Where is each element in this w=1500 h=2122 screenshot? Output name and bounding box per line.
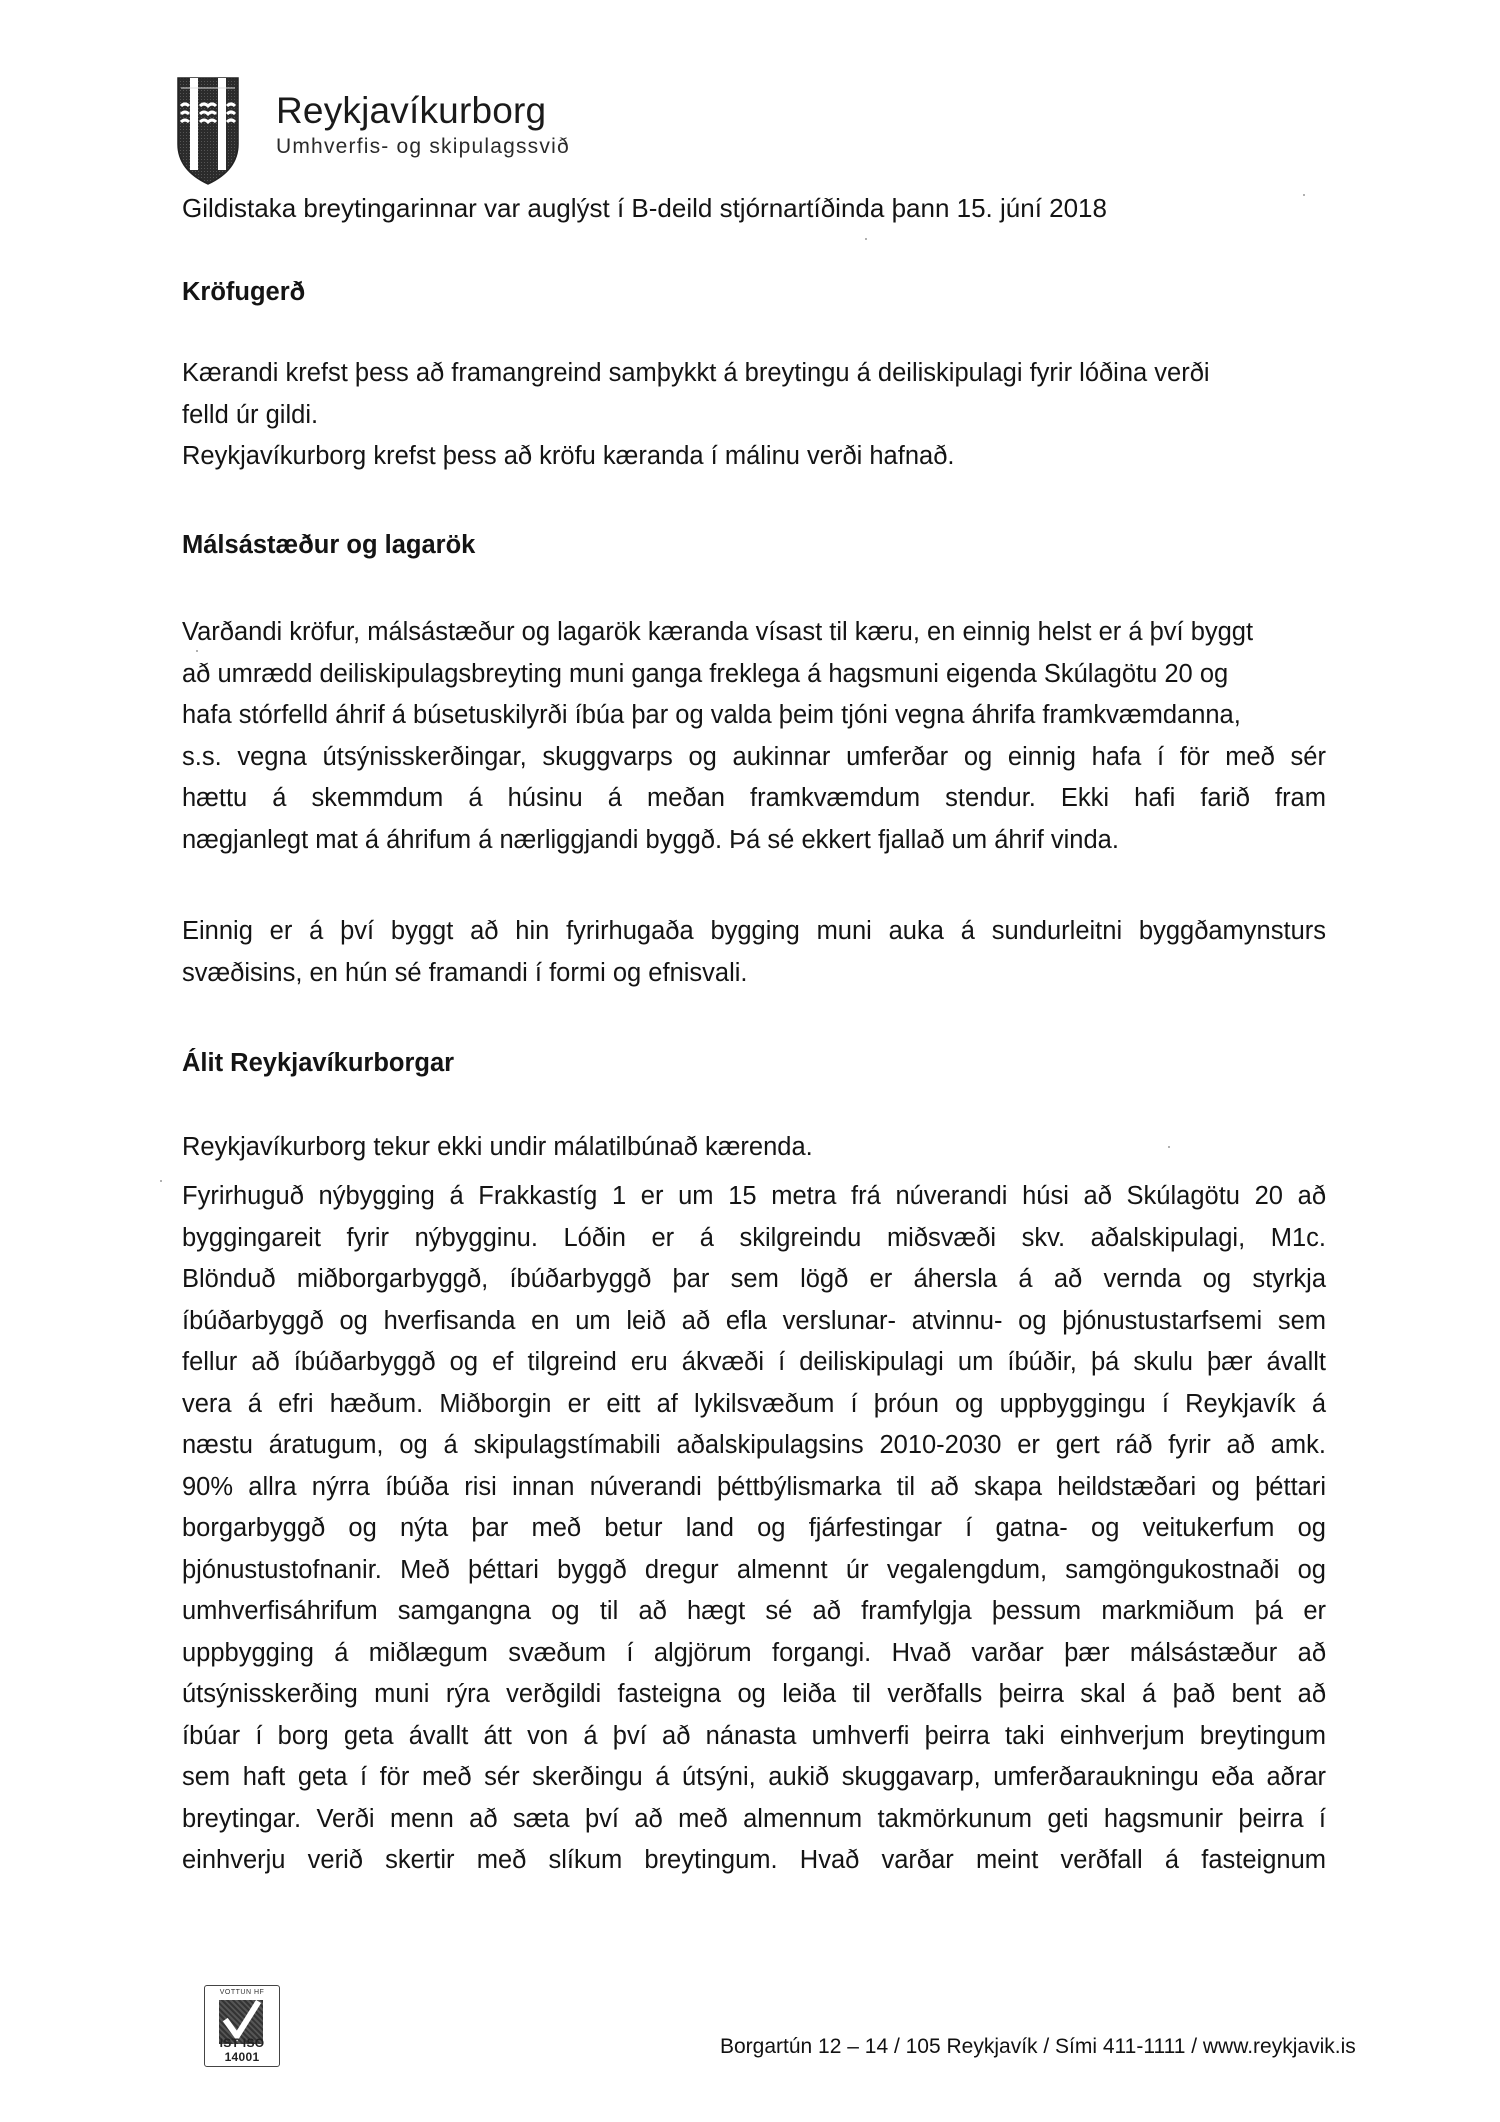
paragraph-line: Kærandi krefst þess að framangreind samþykkt á breytingu á deiliskipulagi fyrir lóðina verði (182, 359, 1210, 387)
footer-address: Borgartún 12 – 14 / 105 Reykjavík / Sími 411-1111 / www.reykjavik.is (720, 2035, 1356, 2058)
paragraph-line: Einnig er á því byggt að hin fyrirhugaða bygging muni auka á sundurleitni byggðamynsturs (182, 917, 1326, 945)
intro-line (182, 188, 1326, 230)
scan-speck (865, 238, 867, 240)
letterhead (276, 90, 570, 160)
iso-14001-certification-badge (204, 1985, 280, 2067)
paragraph-line: næstu áratugum, og á skipulagstímabili aðalskipulagsins 2010-2030 er gert ráð fyrir að amk. (182, 1431, 1326, 1459)
paragraph-line: Blönduð miðborgarbyggð, íbúðarbyggð þar sem lögð er áhersla á að vernda og styrkja (182, 1265, 1326, 1293)
paragraph-line: svæðisins, en hún sé framandi í formi og efnisvali. (182, 958, 748, 987)
section-heading-krofugerd (182, 272, 1326, 314)
paragraph-line: einhverju verið skertir með slíkum breytingum. Hvað varðar meint verðfall á fasteignum (182, 1846, 1326, 1874)
reykjavik-coat-of-arms-icon (176, 74, 240, 186)
paragraph-line: Reykjavíkurborg krefst þess að kröfu kæranda í málinu verði hafnað. (182, 442, 955, 470)
paragraph-line: 90% allra nýrra íbúða risi innan núverandi þéttbýlismarka til að skapa heildstæðari og þéttari (182, 1472, 1326, 1501)
paragraph-line: Fyrirhuguð nýbygging á Frakkastíg 1 er um 15 metra frá núverandi húsi að Skúlagötu 20 að (182, 1182, 1326, 1210)
section-alit-paragraph-2 (182, 1176, 1326, 1882)
department-name: Umhverfis- og skipulagssvið (276, 135, 570, 158)
paragraph-line: Varðandi kröfur, málsástæður og lagarök kæranda vísast til kæru, en einnig helst er á því byggt (182, 618, 1254, 646)
paragraph-line: uppbygging á miðlægum svæðum í algjörum forgangi. Hvað varðar þær málsástæður að (182, 1638, 1326, 1667)
paragraph-line: fellur að íbúðarbyggð og ef tilgreind eru ákvæði í deiliskipulagi um íbúðir, þá skulu þær ávallt (182, 1348, 1326, 1376)
paragraph-line: að umrædd deiliskipulagsbreyting muni ganga freklega á hagsmuni eigenda Skúlagötu 20 og (182, 659, 1229, 688)
paragraph-line: hafa stórfelld áhrif á búsetuskilyrði íbúa þar og valda þeim tjóni vegna áhrifa framkvæmdanna, (182, 701, 1241, 729)
organization-name: Reykjavíkurborg (276, 90, 547, 131)
paragraph-line: íbúar í borg geta ávallt átt von á því að nánasta umhverfi þeirra taki einhverjum breytingum (182, 1721, 1326, 1750)
paragraph-line: s.s. vegna útsýnisskerðingar, skuggvarps og aukinnar umferðar og einnig hafa í för með sér (182, 742, 1326, 771)
paragraph-line: útsýnisskerðing muni rýra verðgildi fasteigna og leiða til verðfalls þeirra skal á það bent að (182, 1680, 1326, 1708)
section-heading-alit (182, 1043, 1326, 1085)
section-heading-malsastaedur (182, 525, 1326, 567)
paragraph-line: íbúðarbyggð og hverfisanda en um leið að efla verslunar- atvinnu- og þjónustustarfsemi sem (182, 1306, 1326, 1335)
paragraph-line: hættu á skemmdum á húsinu á meðan framkvæmdum stendur. Ekki hafi farið fram (182, 784, 1326, 812)
paragraph-line: umhverfisáhrifum samgangna og til að hægt sé að framfylgja þessum markmiðum þá er (182, 1597, 1326, 1625)
paragraph-line: breytingar. Verði menn að sæta því að með almennum takmörkunum geti hagsmunir þeirra í (182, 1804, 1326, 1833)
paragraph-line: þjónustustofnanir. Með þéttari byggð dregur almennt úr vegalengdum, samgöngukostnaði og (182, 1555, 1326, 1584)
intro-text: Gildistaka breytingarinnar var auglýst í B-deild stjórnartíðinda þann 15. júní 2018 (182, 193, 1107, 223)
paragraph-line: Reykjavíkurborg tekur ekki undir málatilbúnað kærenda. (182, 1133, 813, 1161)
scan-speck (1303, 194, 1305, 196)
section-malsastaedur-paragraph-2 (182, 911, 1326, 994)
certification-label: IST ISO 14001 (219, 2036, 265, 2064)
section-malsastaedur-paragraph-1 (182, 612, 1326, 861)
heading-text: Kröfugerð (182, 278, 306, 306)
paragraph-line: nægjanlegt mat á áhrifum á nærliggjandi byggð. Þá sé ekkert fjallað um áhrif vinda. (182, 825, 1119, 854)
scan-speck (1168, 1146, 1170, 1148)
scan-speck (160, 1180, 162, 1182)
section-krofugerd-paragraph (182, 353, 1326, 478)
paragraph-line: felld úr gildi. (182, 400, 319, 429)
heading-text: Álit Reykjavíkurborgar (182, 1049, 455, 1077)
paragraph-line: byggingareit fyrir nýbygginu. Lóðin er á skilgreindu miðsvæði skv. aðalskipulagi, M1c. (182, 1223, 1326, 1252)
certification-issuer: VOTTUN HF (219, 1989, 265, 1996)
paragraph-line: sem haft geta í för með sér skerðingu á útsýni, aukið skuggavarp, umferðaraukningu eða aðrar (182, 1763, 1326, 1791)
heading-text: Málsástæður og lagarök (182, 531, 476, 559)
paragraph-line: vera á efri hæðum. Miðborgin er eitt af lykilsvæðum í þróun og uppbyggingu í Reykjavík á (182, 1389, 1326, 1418)
paragraph-line: borgarbyggð og nýta þar með betur land og fjárfestingar í gatna- og veitukerfum og (182, 1514, 1326, 1542)
section-alit-paragraph-1 (182, 1127, 1326, 1169)
scan-speck (196, 650, 198, 652)
